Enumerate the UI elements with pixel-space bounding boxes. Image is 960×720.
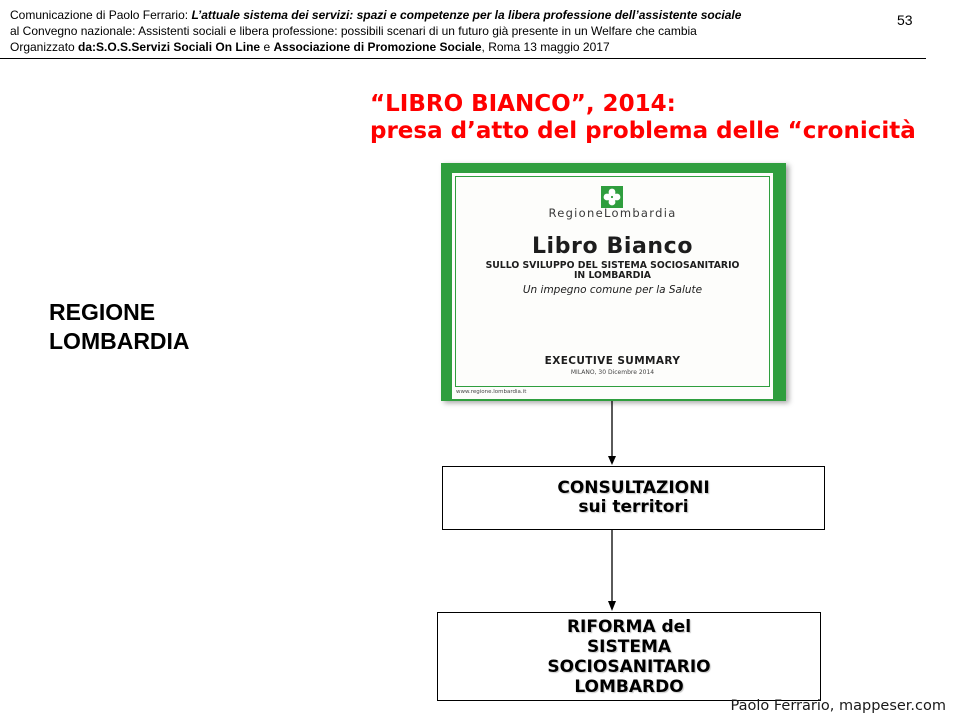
regione-lombardia-logo-icon (601, 186, 623, 208)
libro-bianco-cover (441, 163, 786, 401)
flow-step-2-line-1: RIFORMA del (566, 616, 692, 637)
side-label-line-1: REGIONE (49, 299, 156, 325)
header-organizer-2: Associazione di Promozione Sociale (273, 40, 482, 54)
slide-title-line-1: “LIBRO BIANCO”, 2014: (370, 91, 676, 117)
header-line-1 (10, 8, 741, 22)
arrow-consultazioni-to-riforma (608, 530, 616, 611)
arrow-1-head (608, 456, 616, 465)
flow-step-1-line-1: CONSULTAZIONI (557, 478, 710, 498)
cover-website: www.regione.lombardia.it (456, 389, 527, 395)
header-organized-label: Organizzato (10, 40, 75, 54)
footer-credit: Paolo Ferrario, mappeser.com (730, 698, 946, 714)
header-conjunction: e (263, 40, 271, 54)
logo-dot (611, 196, 613, 198)
cover-page (452, 173, 773, 399)
cover-executive-summary: EXECUTIVE SUMMARY (544, 355, 681, 367)
header-place-date: , Roma 13 maggio 2017 (481, 40, 610, 54)
cover-place-date: MILANO, 30 Dicembre 2014 (570, 369, 655, 376)
arrow-2-head (608, 601, 616, 611)
header-organizer-1: da:S.O.S.Servizi Sociali On Line (78, 40, 261, 54)
cover-subtitle-line-1: SULLO SVILUPPO DEL SISTEMA SOCIOSANITARIO (485, 260, 740, 271)
flow-step-2-line-2: SISTEMA (586, 636, 672, 657)
cover-logo-text: RegioneLombardia (548, 206, 677, 220)
slide-title (370, 91, 916, 145)
page-number: 53 (897, 12, 913, 28)
header-line-3 (10, 40, 610, 54)
flow-step-2-line-3: SOCIOSANITARIO (547, 656, 711, 677)
header-talk-title: L’attuale sistema dei servizi: spazi e competenze per la libera professione dell’assistente sociale (191, 8, 742, 22)
header-line-2: al Convegno nazionale: Assistenti sociali e libera professione: possibili scenari di un futuro già presente in un Welfare che cambia (10, 24, 697, 38)
slide-title-line-2: presa d’atto del problema delle “cronicità (370, 118, 916, 144)
flow-step-riforma (437, 612, 821, 701)
header-divider (0, 58, 926, 59)
cover-tagline: Un impegno comune per la Salute (522, 284, 703, 296)
arrow-cover-to-consultazioni (608, 401, 616, 465)
header-author: Comunicazione di Paolo Ferrario: (10, 8, 189, 22)
side-label (49, 298, 190, 356)
cover-subtitle-line-2: IN LOMBARDIA (573, 270, 652, 281)
flow-step-2-line-4: LOMBARDO (574, 676, 684, 697)
flow-step-consultazioni (442, 466, 825, 530)
side-label-line-2: LOMBARDIA (49, 328, 190, 354)
cover-title: Libro Bianco (531, 234, 694, 259)
flow-step-1-line-2: sui territori (578, 497, 689, 517)
